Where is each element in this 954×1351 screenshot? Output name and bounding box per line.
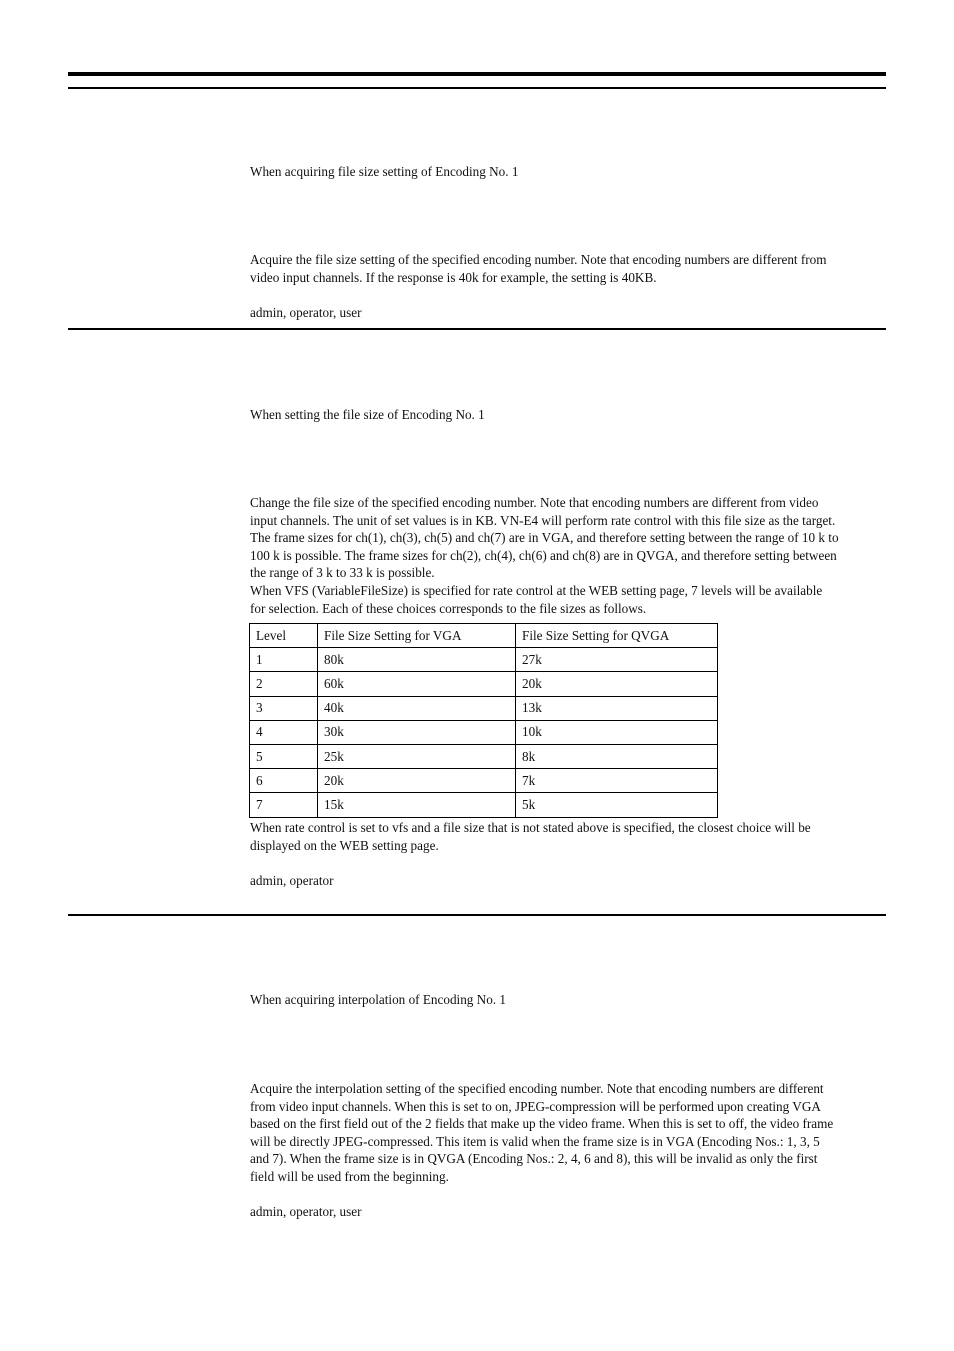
table-cell: 60k	[318, 672, 516, 696]
header-thin-rule	[68, 87, 886, 89]
table-cell: 13k	[516, 696, 718, 720]
table-cell: 10k	[516, 720, 718, 744]
access-1: admin, operator, user	[250, 305, 362, 320]
access-3: admin, operator, user	[250, 1204, 362, 1219]
table-row	[250, 769, 718, 793]
text-line: input channels. The unit of set values is in KB. VN-E4 will perform rate control with this file size as the target.	[250, 512, 836, 528]
text-line: displayed on the WEB setting page.	[250, 837, 439, 853]
table-header-row	[250, 624, 718, 648]
file-size-table	[249, 623, 718, 818]
text-line: Acquire the file size setting of the specified encoding number. Note that encoding numbers are different from	[250, 252, 827, 267]
table-cell: 4	[250, 720, 318, 744]
text-line: from video input channels. When this is set to on, JPEG-compression will be performed upon creating VGA	[250, 1098, 821, 1114]
table-row	[250, 720, 718, 744]
table-cell: Level	[250, 624, 318, 648]
text-line: for selection. Each of these choices corresponds to the file sizes as follows.	[250, 600, 647, 616]
text-line: The frame sizes for ch(1), ch(3), ch(5) and ch(7) are in VGA, and therefore setting between the range of 10 k to	[250, 530, 839, 546]
example-caption-1: When acquiring file size setting of Encoding No. 1	[250, 164, 519, 179]
access-2: admin, operator	[250, 873, 334, 888]
table-cell: 6	[250, 769, 318, 793]
text-line: Acquire the interpolation setting of the specified encoding number. Note that encoding numbers are different	[250, 1081, 824, 1096]
table-cell: 1	[250, 648, 318, 672]
section-divider	[68, 328, 886, 330]
text-line: field will be used from the beginning.	[250, 1168, 449, 1184]
table-cell: 80k	[318, 648, 516, 672]
table-row	[250, 672, 718, 696]
table-cell: 30k	[318, 720, 516, 744]
header-thick-rule	[68, 72, 886, 76]
table-cell: 3	[250, 696, 318, 720]
table-cell: 20k	[318, 769, 516, 793]
text-line: 100 k is possible. The frame sizes for ch(2), ch(4), ch(6) and ch(8) are in QVGA, and therefore setting between	[250, 547, 837, 563]
table-cell: 40k	[318, 696, 516, 720]
text-line: and 7). When the frame size is in QVGA (Encoding Nos.: 2, 4, 6 and 8), this will be invalid as only the first	[250, 1151, 818, 1167]
table-cell: 5k	[516, 793, 718, 817]
table-cell: 27k	[516, 648, 718, 672]
table-row	[250, 793, 718, 817]
table-cell: File Size Setting for VGA	[318, 624, 516, 648]
table-cell: 8k	[516, 744, 718, 768]
table-cell: 25k	[318, 744, 516, 768]
text-line: based on the first field out of the 2 fields that make up the video frame. When this is set to off, the video frame	[250, 1116, 834, 1132]
text-line: will be directly JPEG-compressed. This item is valid when the frame size is in VGA (Encoding Nos.: 1, 3, 5	[250, 1133, 820, 1149]
table-row	[250, 648, 718, 672]
note-2	[250, 819, 890, 854]
text-line: Change the file size of the specified encoding number. Note that encoding numbers are different from video	[250, 495, 819, 510]
description-2	[250, 494, 890, 617]
table-cell: File Size Setting for QVGA	[516, 624, 718, 648]
example-caption-2: When setting the file size of Encoding No. 1	[250, 407, 485, 422]
table-cell: 20k	[516, 672, 718, 696]
table-cell: 5	[250, 744, 318, 768]
example-caption-3: When acquiring interpolation of Encoding No. 1	[250, 992, 506, 1007]
text-line: When VFS (VariableFileSize) is specified for rate control at the WEB setting page, 7 levels will be available	[250, 582, 823, 598]
table-row	[250, 744, 718, 768]
section-divider	[68, 914, 886, 916]
text-line: video input channels. If the response is 40k for example, the setting is 40KB.	[250, 269, 657, 285]
table-cell: 7k	[516, 769, 718, 793]
description-3	[250, 1080, 890, 1186]
table-cell: 2	[250, 672, 318, 696]
table-row	[250, 696, 718, 720]
table-cell: 15k	[318, 793, 516, 817]
table-cell: 7	[250, 793, 318, 817]
text-line: the range of 3 k to 33 k is possible.	[250, 565, 435, 581]
text-line: When rate control is set to vfs and a file size that is not stated above is specified, the closest choice will be	[250, 820, 811, 835]
description-1	[250, 251, 890, 286]
